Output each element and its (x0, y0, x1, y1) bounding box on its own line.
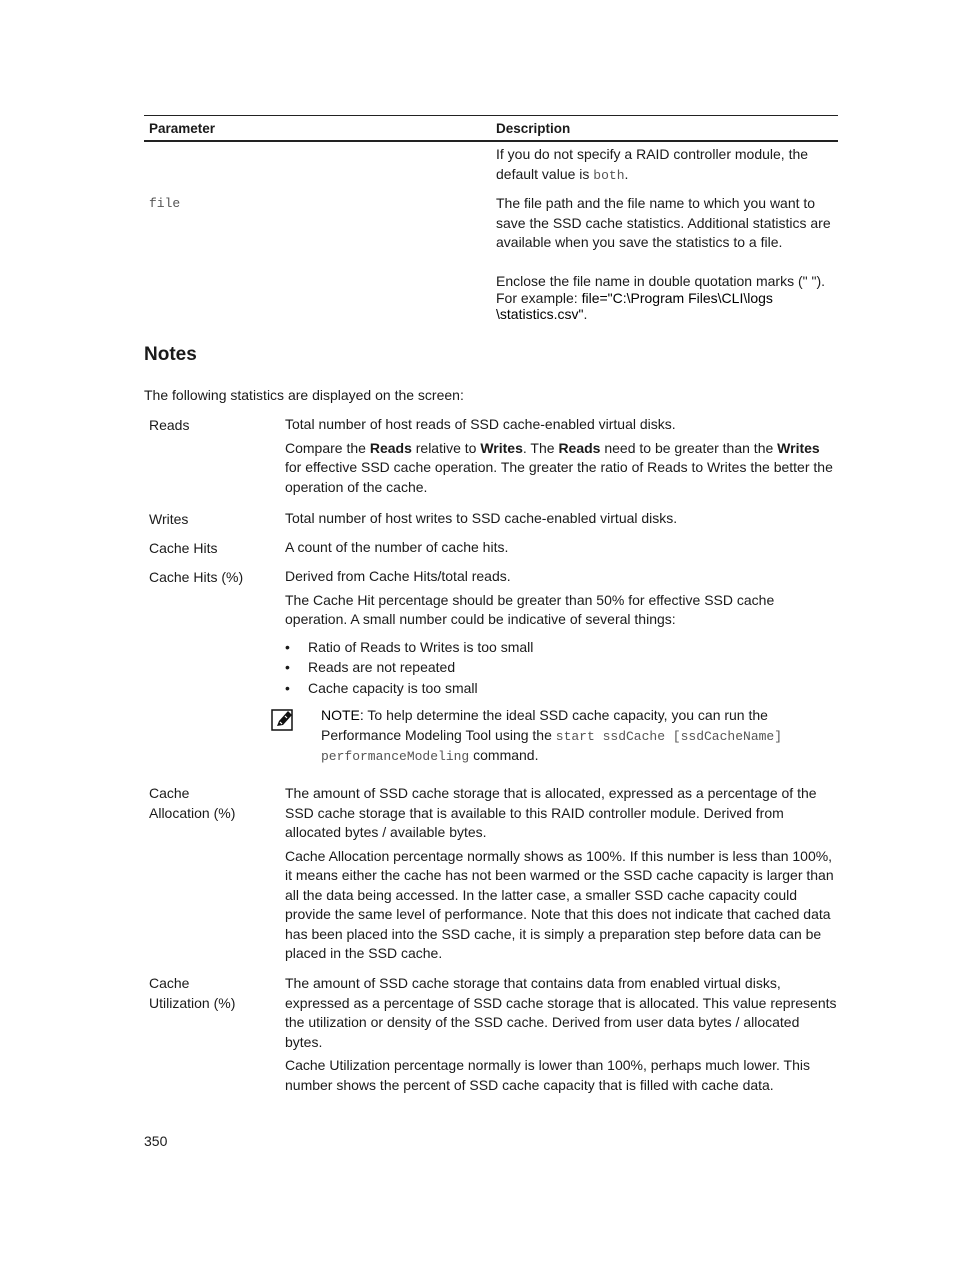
def-reads-1: Total number of host reads of SSD cache-enabled virtual disks. (285, 416, 676, 432)
list-item: • Ratio of Reads to Writes is too small (285, 638, 534, 655)
header-description: Description (496, 121, 571, 136)
def-cache-hits-pct-2: The Cache Hit percentage should be greater than 50% for effective SSD cache operation. A small number could be indicative of several things: (285, 591, 775, 627)
def-cache-utilization (285, 974, 837, 1095)
def-cache-allocation-2: Cache Allocation percentage normally shows as 100%. If this number is less than 100%, it means either the cache has not been warmed or the SSD cache capacity is larger than all the data being accessed. In the latter case, a smaller SSD cache capacity could provide the same level of performance. Note that this does not indicate that cached data has been placed into the SSD cache, it is simply a preparation step before data can be placed in the SSD cache. (285, 847, 834, 961)
def-reads-2: Compare the Reads relative to Writes. The Reads need to be greater than the Writes for effective SSD cache operation. The greater the ratio of Reads to Writes the better the operation of the cache. (285, 439, 833, 495)
notes-intro: The following statistics are displayed on the screen: (144, 387, 464, 403)
term-reads: Reads (149, 417, 190, 433)
def-cache-hits-pct (285, 567, 837, 699)
def-reads (285, 415, 837, 497)
def-cache-allocation (285, 784, 837, 964)
notes-heading: Notes (144, 344, 197, 365)
def-cache-hits-pct-1: Derived from Cache Hits/total reads. (285, 568, 511, 584)
term-writes: Writes (149, 511, 189, 527)
row1-description: If you do not specify a RAID controller module, the default value is both. (496, 146, 809, 183)
term-cache-allocation: Cache Allocation (%) (149, 785, 236, 821)
cache-hits-bullet-list (285, 638, 837, 700)
def-cache-allocation-1: The amount of SSD cache storage that is allocated, expressed as a percentage of the SSD cache storage that is available to this RAID controller module. Derived from allocated bytes / available bytes. (285, 785, 817, 840)
list-item: • Reads are not repeated (285, 659, 456, 675)
row2-description: The file path and the file name to which you want to save the SSD cache statistics. Additional statistics are available when you save the statistics to a file. (496, 195, 831, 250)
pencil-note-icon (271, 708, 295, 732)
term-cache-utilization: Cache Utilization (%) (149, 975, 236, 1011)
def-cache-hits: A count of the number of cache hits. (285, 539, 509, 555)
def-cache-utilization-2: Cache Utilization percentage normally is lower than 100%, perhaps much lower. This number shows the percent of SSD cache capacity that is filled with cache data. (285, 1057, 811, 1093)
list-item: • Cache capacity is too small (285, 679, 478, 696)
term-cache-hits: Cache Hits (149, 540, 218, 556)
parameter-table (144, 115, 838, 142)
table-header (144, 115, 838, 142)
def-writes: Total number of host writes to SSD cache-enabled virtual disks. (285, 510, 678, 526)
row2-description-example: Enclose the file name in double quotation marks (" "). For example: file="C:\Program Files\CLI\logs \statistics.csv". (496, 273, 825, 322)
note-text: NOTE: To help determine the ideal SSD cache capacity, you can run the Performance Modeling Tool using the start ssdCache [ssdCacheName] performanceModeling command. (321, 707, 783, 764)
term-cache-hits-pct: Cache Hits (%) (149, 569, 244, 585)
def-cache-utilization-1: The amount of SSD cache storage that contains data from enabled virtual disks, expressed as a percentage of SSD cache storage that is allocated. This value represents the utilization or density of the SSD cache. Derived from user data bytes / allocated bytes. (285, 975, 837, 1050)
header-parameter: Parameter (149, 121, 216, 136)
page-number: 350 (144, 1133, 168, 1149)
row2-parameter: file (149, 196, 181, 211)
